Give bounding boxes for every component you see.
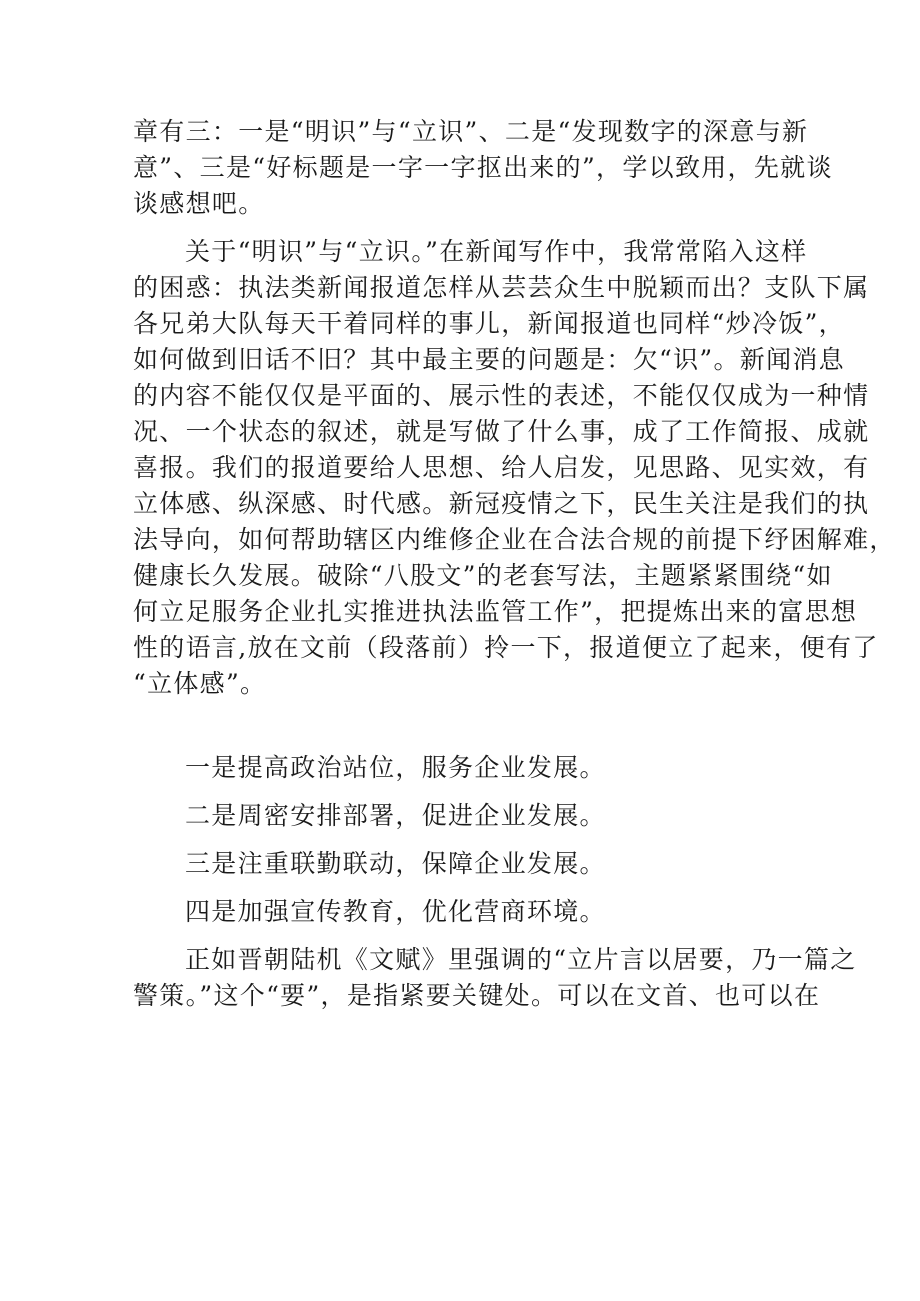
- list-item: [133, 750, 801, 786]
- text-line: 的内容不能仅仅是平面的、展示性的表述，不能仅仅成为一种情: [133, 381, 870, 410]
- paragraph: [133, 942, 857, 1014]
- list-item: [133, 798, 801, 834]
- text-line: “立体感”。: [133, 669, 267, 698]
- text-line: 如何做到旧话不旧？其中最主要的问题是：欠“识”。新闻消息: [133, 345, 845, 374]
- text-line: 四是加强宣传教育，优化营商环境。: [185, 897, 606, 926]
- text-line: 意”、三是“好标题是一字一字抠出来的”，学以致用，先就谈: [133, 153, 833, 182]
- text-line: 二是周密安排部署，促进企业发展。: [185, 801, 606, 830]
- text-line: 立体感、纵深感、时代感。新冠疫情之下，民生关注是我们的执: [133, 489, 870, 518]
- text-line: 法导向，如何帮助辖区内维修企业在合法合规的前提下纾困解难，: [133, 525, 896, 554]
- text-line: 喜报。我们的报道要给人思想、给人启发，见思路、见实效，有: [133, 453, 870, 482]
- list-item: [133, 846, 801, 882]
- paragraph: [133, 234, 896, 738]
- list-item: [133, 894, 801, 930]
- text-line: 三是注重联勤联动，保障企业发展。: [185, 849, 606, 878]
- text-line: [133, 702, 801, 738]
- text-line: 况、一个状态的叙述，就是写做了什么事，成了工作简报、成就: [133, 417, 870, 446]
- document-body: [133, 114, 896, 1014]
- text-line: 何立足服务企业扎实推进执法监管工作”，把提炼出来的富思想: [133, 597, 858, 626]
- text-line: 一是提高政治站位，服务企业发展。: [185, 753, 606, 782]
- text-line: 关于“明识”与“立识。”在新闻写作中，我常常陷入这样: [185, 237, 808, 266]
- paragraph: [133, 114, 833, 222]
- text-line: 警策。”这个“要”，是指紧要关键处。可以在文首、也可以在: [133, 981, 821, 1010]
- text-line: 正如晋朝陆机《文赋》里强调的“立片言以居要，乃一篇之: [185, 945, 857, 974]
- text-line: 各兄弟大队每天干着同样的事儿，新闻报道也同样“炒冷饭”，: [133, 309, 845, 338]
- text-line: 章有三：一是“明识”与“立识”、二是“发现数字的深意与新: [133, 117, 809, 146]
- text-line: 性的语言,放在文前（段落前）拎一下，报道便立了起来，便有了: [133, 633, 879, 662]
- text-line: 的困惑：执法类新闻报道怎样从芸芸众生中脱颖而出？支队下属: [133, 273, 870, 302]
- text-line: 健康长久发展。破除“八股文”的老套写法，主题紧紧围绕“如: [133, 561, 833, 590]
- text-line: 谈感想吧。: [133, 189, 265, 218]
